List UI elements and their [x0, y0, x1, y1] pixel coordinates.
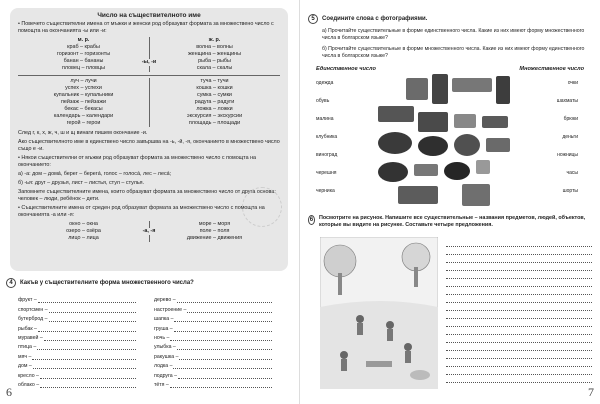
fill-row[interactable]: фрукт – — [18, 294, 136, 303]
singular-heading: Единственное число — [316, 66, 376, 72]
suffix-label: -ы, -и — [141, 59, 157, 65]
blueberries-photo — [444, 162, 470, 180]
page-number-right: 7 — [588, 385, 594, 399]
scissors-photo — [476, 160, 490, 174]
clothesline-photo — [452, 78, 492, 92]
matching-area — [308, 66, 592, 206]
singular-word[interactable]: обувь — [316, 98, 330, 104]
exercise-number: 5 — [308, 14, 318, 24]
writing-lines[interactable] — [446, 239, 592, 383]
plural-heading: Множественное число — [519, 66, 584, 72]
raspberries-photo — [418, 136, 448, 156]
word-column-right — [154, 294, 272, 388]
fill-row[interactable]: бутерброд – — [18, 313, 136, 322]
fill-row[interactable]: птица – — [18, 341, 136, 350]
rule-masculine-exceptions: • Някои съществителни от мъжки род образуват формата за множествено число с помощта на окончанието: — [18, 155, 280, 169]
exercise-title: Соедините слова с фотографиями. — [322, 16, 428, 22]
rule-other-stem: Запомнете съществителните имена, които образуват формата за множествено число от друга основа: человек – люди, ребёнок – дети. — [18, 189, 276, 202]
fill-row[interactable]: муравей – — [18, 332, 136, 341]
plural-word[interactable]: брюки — [563, 116, 578, 122]
fill-row[interactable]: ракушка – — [154, 350, 272, 359]
trousers-photo — [432, 74, 448, 104]
right-page — [300, 0, 600, 404]
rule-after-consonants: След г, к, х, ж, ч, ш и щ винаги пишем окончание -и. — [18, 130, 148, 136]
exercise-title: Какъв у съществителните форма множественного числа? — [20, 280, 194, 286]
cherries-photo — [378, 162, 408, 182]
fill-row[interactable]: подруга – — [154, 369, 272, 378]
exercise-title: Посмотрите на рисунок. Напишите все существительные – названия предметов, людей, объектов, которые вы видите на рисунке. Составьте четыре предложения. — [318, 215, 586, 228]
plural-word[interactable]: шорты — [562, 188, 578, 194]
plural-word[interactable]: шахматы — [556, 98, 578, 104]
fill-row[interactable]: мяч – — [18, 350, 136, 359]
exercise-number: 6 — [308, 215, 315, 225]
shoes-pair-photo — [418, 112, 448, 132]
singular-word[interactable]: виноград — [316, 152, 338, 158]
exercise-6 — [308, 215, 592, 229]
watch-photo — [454, 114, 476, 128]
fill-row[interactable]: рыбак – — [18, 322, 136, 331]
grammar-rule-box: Число на съществителното име • Повечето съществителни имена от мъжки и женски род образуват формата за множествено число с помощта на окончанията -ы или -и: -ы, -и м. р. краб – крабы горизонт – горизонты банан – бананы пловец – пловцы ж. р. волна – волны женщина – женщины рыба – рыбы скала – скалы луч – лучи успех – успехи купальник – купальники пейзаж – пейзажи бекас – бекасы календарь – календари герой – герои туча – тучи кошка – кошки сумка – сумки радуга – радуги ложка – ложки экскурсия – экскурсии площадь – площади След г, к, х, ж, ч, ш и щ винаги пишем окончание -и. Ако съществителното име в единствено число завършва на -ь, -й, -я, окончанието в множествено число също е -и. • Някои съществителни от мъжки род образуват формата за множествено число с помощта на окончанието: а) -а: дом – домá, берег – берегá, голос – голосá, лес – лесá; б) -ья: друг – друзья, лист – листья, стул – стулья. Запомнете съществителните имена, които образуват формата за множествено число от друга основа: человек – люди, ребёнок – дети. • Съществителните имена от среден род образуват формата за множествено число с помощта на окончанията -а или -я: -а, -я окно – окна озеро – озёра лицо – лица море – моря поле – поля движение – движения — [10, 8, 288, 271]
page-number-left: 6 — [6, 385, 12, 399]
money-photo — [482, 116, 508, 128]
feminine-column: ж. р. волна – волны женщина – женщины рыба – рыбы скала – скалы — [188, 37, 241, 71]
fill-row[interactable]: дом – — [18, 360, 136, 369]
shoes-photo — [378, 106, 414, 122]
fill-row[interactable]: лодка – — [154, 360, 272, 369]
decorative-ornament — [242, 187, 282, 227]
park-illustration — [320, 237, 438, 389]
rule-plural-ending: • Повечето съществителни имена от мъжки и женски род образуват формата за множествено число с помощта на окончанията -ы или -и: — [18, 21, 280, 35]
examples-table-3: -а, -я окно – окна озеро – озёра лицо – лица море – моря поле – поля движение – движения — [66, 221, 243, 241]
plural-word[interactable]: очки — [567, 80, 578, 86]
photo-collage — [378, 72, 528, 206]
fill-row[interactable]: груша – — [154, 322, 272, 331]
rule-neuter: • Съществителните имена от среден род образуват формата за множествено число с помощта на окончанията -а или -я: — [18, 205, 280, 219]
plural-word[interactable]: часы — [566, 170, 578, 176]
exercise-5 — [308, 14, 592, 206]
chess-photo — [486, 138, 510, 152]
strawberries-photo — [378, 132, 412, 154]
word-column-left — [18, 294, 136, 388]
question-b: б) Прочитайте существительные в форме множественного числа. Какие из них имеют форму единственного числа в болгарском языке? — [322, 46, 585, 59]
grapes-photo — [454, 134, 480, 156]
singular-word[interactable]: клубника — [316, 134, 338, 140]
plural-word[interactable]: ножницы — [557, 152, 578, 158]
suffix-label-neuter: -а, -я — [142, 228, 156, 234]
jeans-shorts-photo — [462, 184, 490, 206]
examples-table-2: луч – лучи успех – успехи купальник – купальники пейзаж – пейзажи бекас – бекасы календарь – календари герой – герои туча – тучи кошка – кошки сумка – сумки радуга – радуги ложка – ложки экскурсия – экскурсии площадь – площади — [53, 78, 243, 126]
fill-row[interactable]: настроение – — [154, 303, 272, 312]
plural-word[interactable]: деньги — [562, 134, 578, 140]
boots-photo — [398, 186, 438, 204]
question-a: а) Прочитайте существительные в форме единственного числа. Какие из них имеют форму множественного числа в болгарском языке? — [322, 28, 585, 41]
exercise-number: 4 — [6, 278, 16, 288]
park-scene-drawing — [320, 237, 438, 389]
fill-row[interactable]: шапка – — [154, 313, 272, 322]
examples-table-1 — [18, 37, 280, 72]
fill-row[interactable]: тётя – — [154, 379, 272, 388]
singular-word[interactable]: черника — [316, 188, 335, 194]
shorts-photo — [496, 76, 510, 104]
fill-row[interactable]: кресло – — [18, 369, 136, 378]
fill-row[interactable]: спортсмен – — [18, 303, 136, 312]
masculine-column: м. р. краб – крабы горизонт – горизонты банан – бананы пловец – пловцы — [56, 37, 111, 71]
singular-word[interactable]: черешня — [316, 170, 337, 176]
rule-soft-ending: Ако съществителното име в единствено число завършва на -ь, -й, -я, окончанието в множествено число също е -и. — [18, 139, 280, 152]
grammar-box-title: Число на съществителното име — [97, 12, 201, 19]
fill-row[interactable]: облако – — [18, 379, 136, 388]
fill-row[interactable]: дерево – — [154, 294, 272, 303]
glasses-photo — [414, 164, 438, 176]
fill-row[interactable]: улыбка – — [154, 341, 272, 350]
clothes-photo — [406, 78, 428, 100]
singular-word[interactable]: малина — [316, 116, 334, 122]
singular-word[interactable]: одежда — [316, 80, 334, 86]
exercise-4 — [6, 278, 296, 388]
fill-row[interactable]: ночь – — [154, 332, 272, 341]
